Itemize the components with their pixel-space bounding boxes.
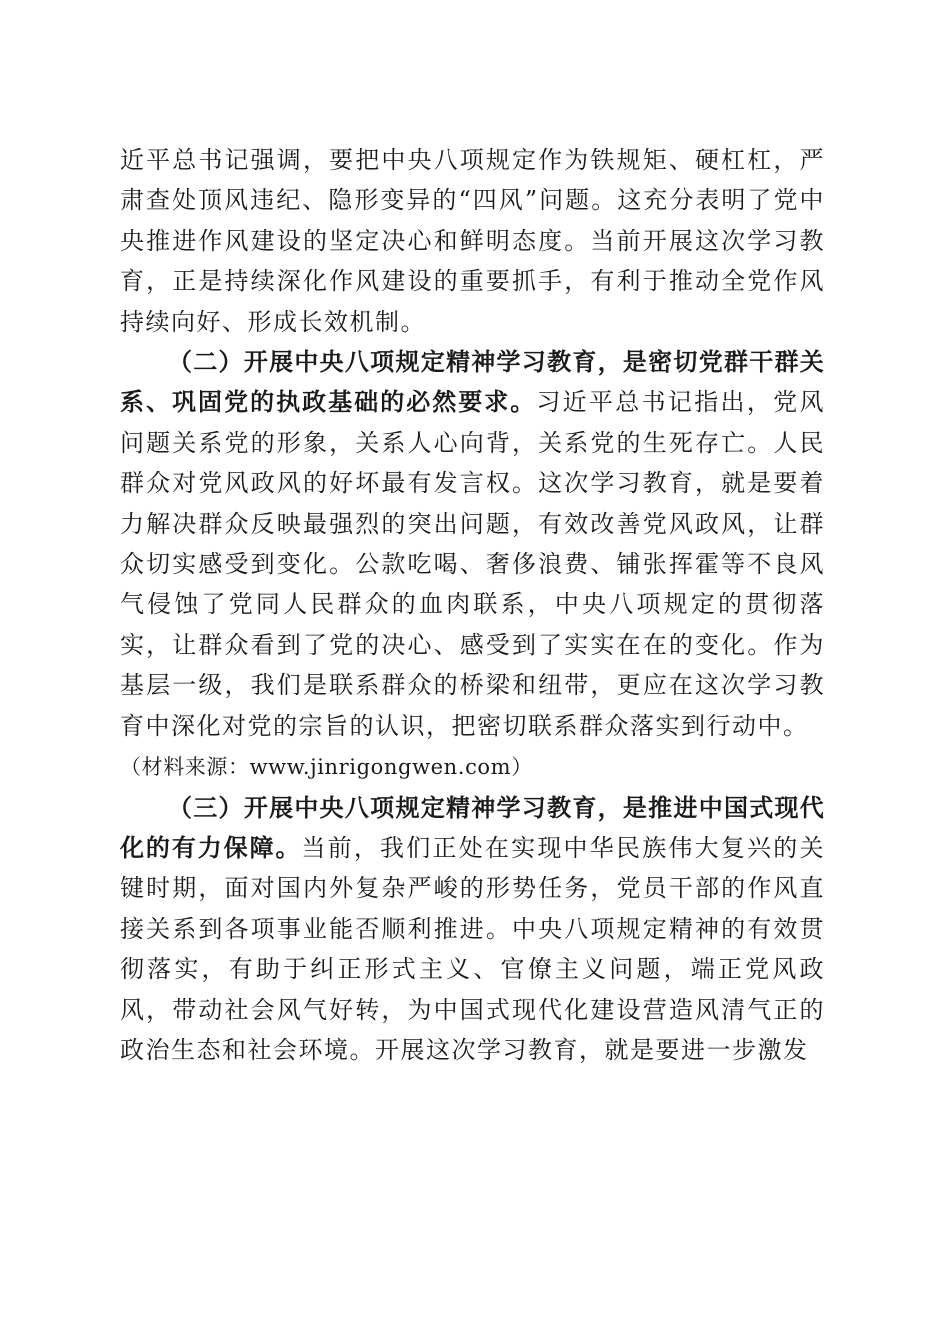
paragraph-2-heading: （二）开展中央八项规定精神学习教育，是密切党群干群关系、巩固党的执政基础的必然要求。 [120, 347, 825, 417]
document-page [120, 140, 825, 1070]
paragraph-2-text: 习近平总书记指出，党风问题关系党的形象，关系人心向背，关系党的生死存亡。人民群众对党风政风的好坏最有发言权。这次学习教育，就是要着力解决群众反映最强烈的突出问题，有效改善党风政风，让群众切实感受到变化。公款吃喝、奢侈浪费、铺张挥霍等不良风气侵蚀了党同人民群众的血肉联系，中央八项规定的贯彻落实，让群众看到了党的决心、感受到了实实在在的变化。作为基层一级，我们是联系群众的桥梁和纽带，更应在这次学习教育中深化对党的宗旨的认识，把密切联系群众落实到行动中。 [120, 388, 826, 740]
paragraph-2 [120, 342, 825, 787]
paragraph-3-heading: （三）开展中央八项规定精神学习教育，是推进中国式现代化的有力保障。 [120, 792, 825, 862]
paragraph-3 [120, 788, 825, 1071]
source-note: （材料来源：www.jinrigongwen.com） [120, 755, 533, 780]
paragraph-3-text: 当前，我们正处在实现中华民族伟大复兴的关键时期，面对国内外复杂严峻的形势任务，党员干部的作风直接关系到各项事业能否顺利推进。中央八项规定精神的有效贯彻落实，有助于纠正形式主义、官僚主义问题，端正党风政风，带动社会风气好转，为中国式现代化建设营造风清气正的政治生态和社会环境。开展这次学习教育，就是要进一步激发 [120, 833, 825, 1064]
paragraph-1 [120, 140, 825, 342]
paragraph-1-text: 近平总书记强调，要把中央八项规定作为铁规矩、硬杠杠，严肃查处顶风违纪、隐形变异的“四风”问题。这充分表明了党中央推进作风建设的坚定决心和鲜明态度。当前开展这次学习教育，正是持续深化作风建设的重要抓手，有利于推动全党作风持续向好、形成长效机制。 [120, 146, 825, 336]
